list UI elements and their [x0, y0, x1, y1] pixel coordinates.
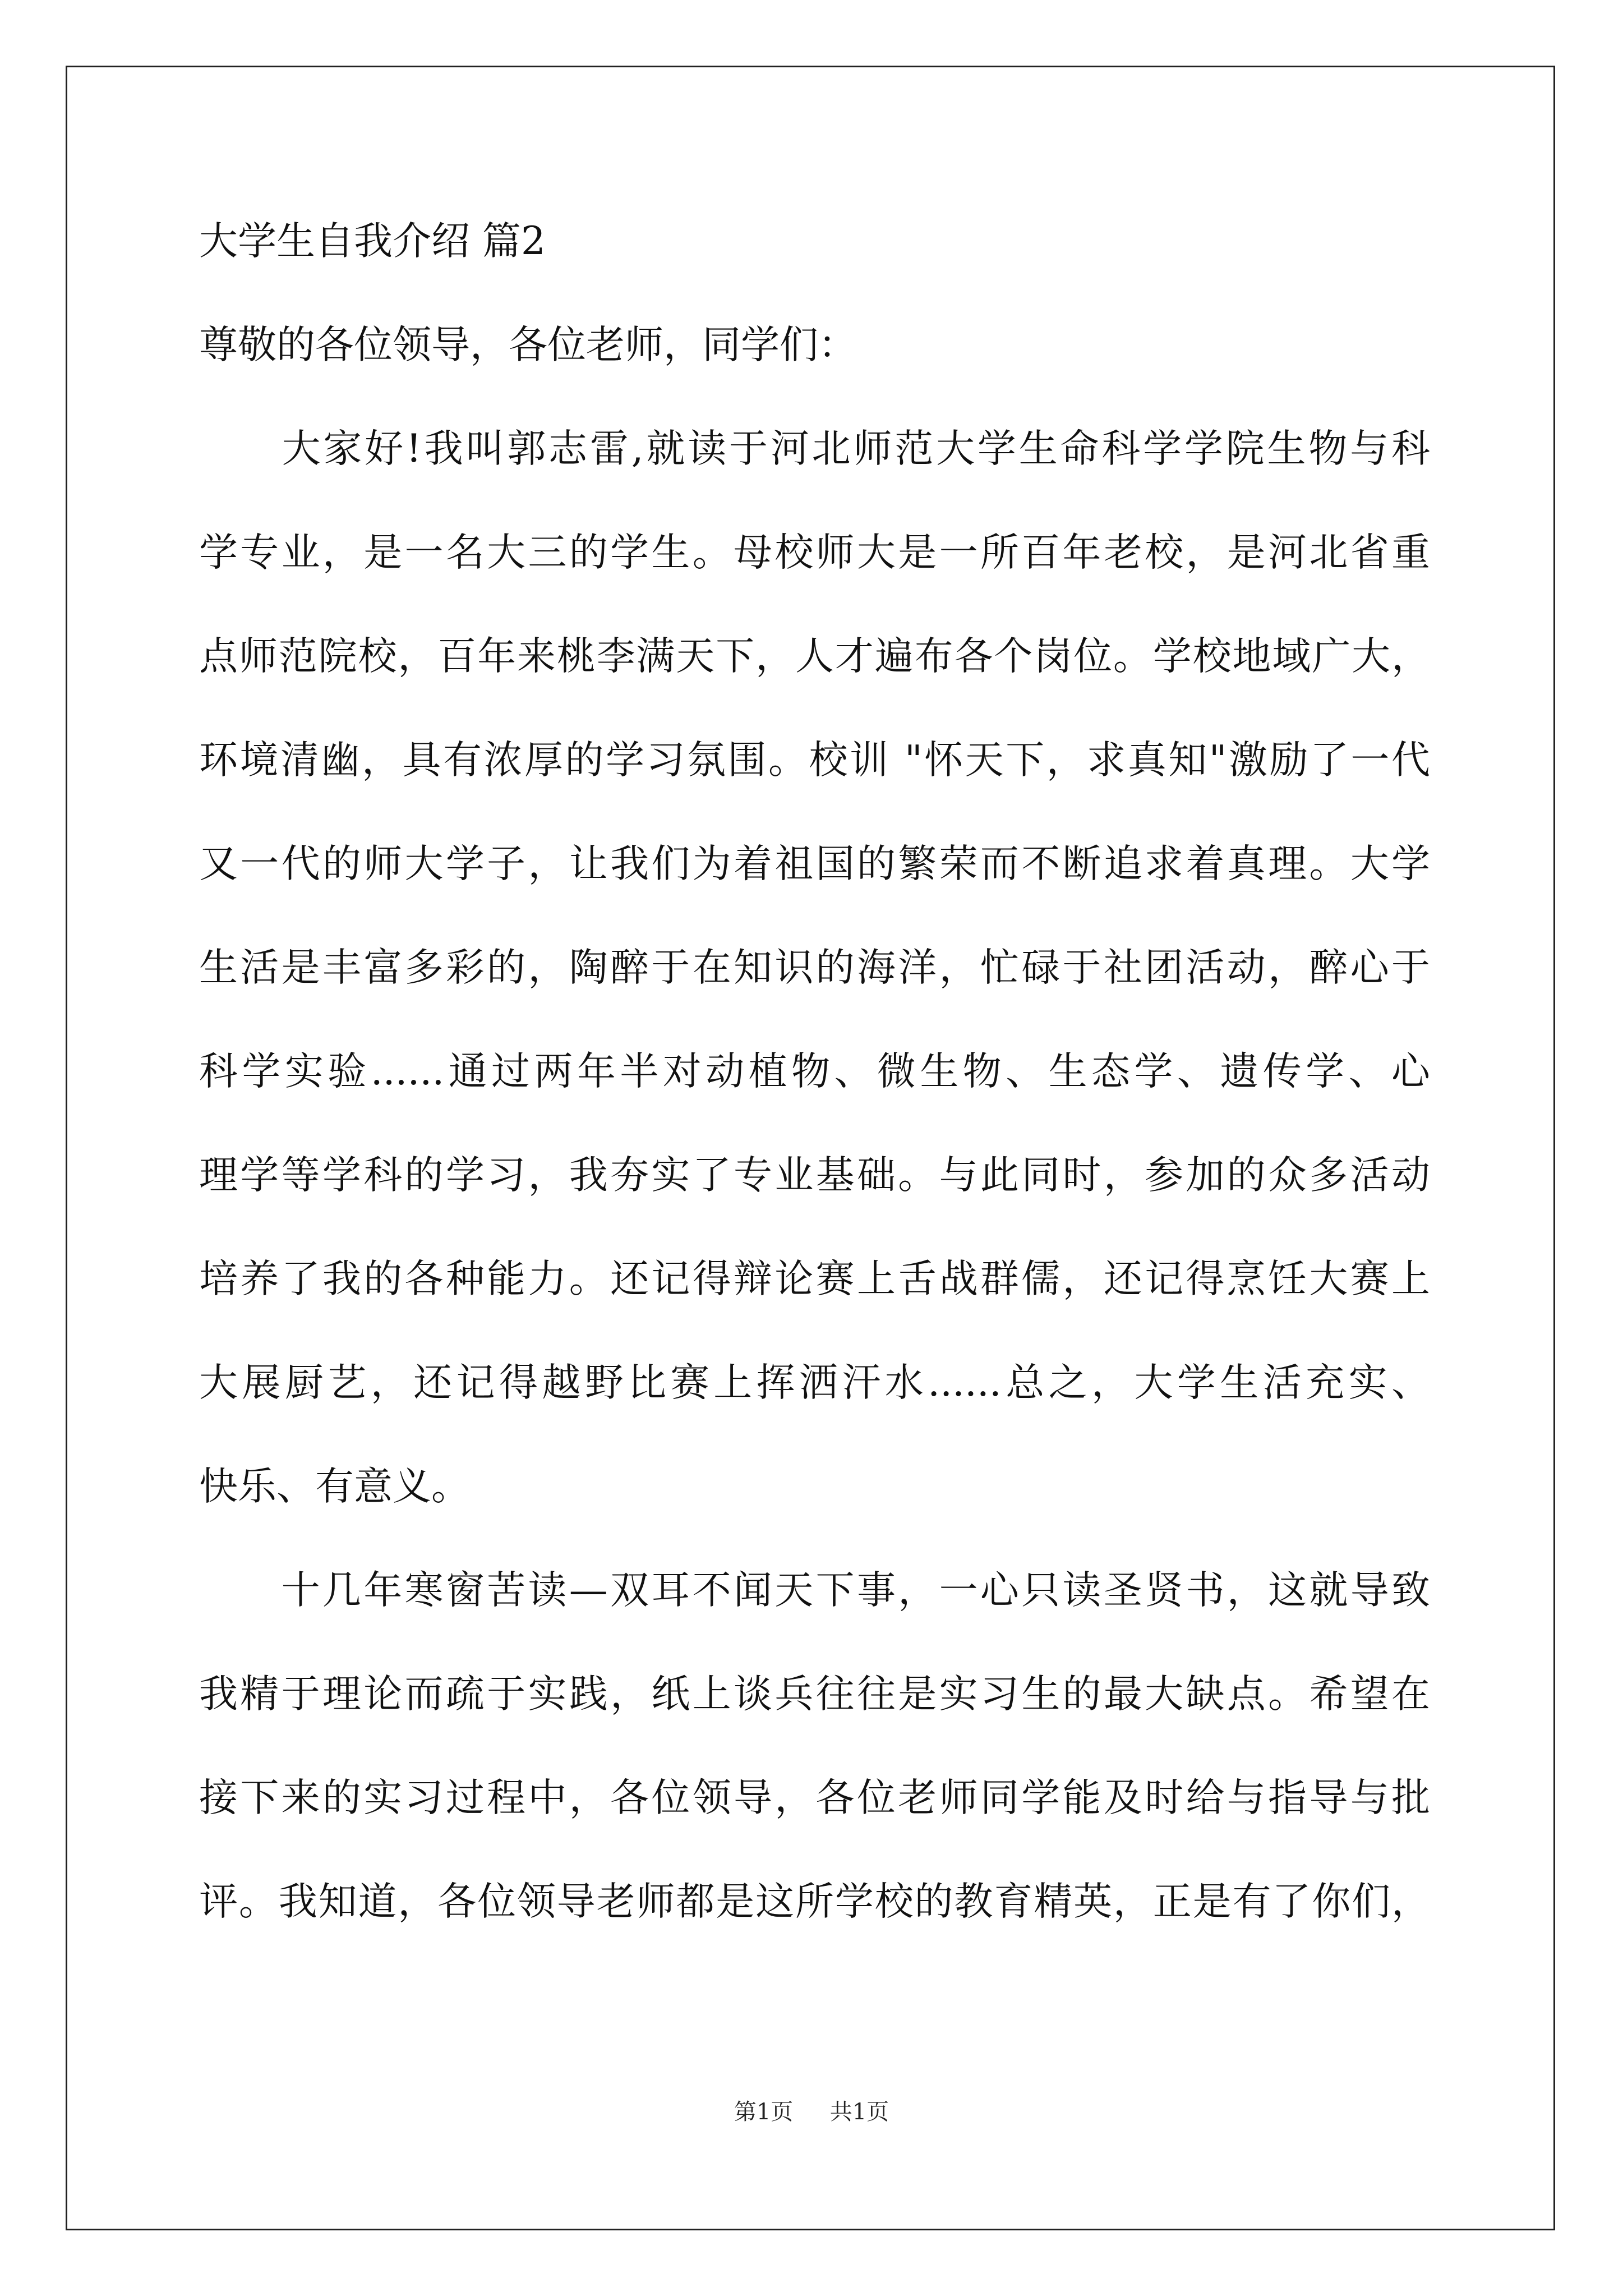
text-line: 快乐、有意义。 — [199, 1464, 470, 1509]
text-line: 又一代的师大学子，让我们为着祖国的繁荣而不断追求着真理。大学 — [199, 841, 1430, 886]
salutation: 尊敬的各位领导，各位老师，同学们： — [199, 323, 857, 367]
text-line: 评。我知道，各位领导老师都是这所学校的教育精英，正是有了你们， — [199, 1879, 1430, 1924]
paragraph-2 — [199, 1565, 1430, 1927]
text-line: 科学实验......通过两年半对动植物、微生物、生态学、遗传学、心 — [199, 1049, 1430, 1094]
text-line: 我精于理论而疏于实践，纸上谈兵往往是实习生的最大缺点。希望在 — [199, 1672, 1430, 1717]
text-line: 理学等学科的学习，我夯实了专业基础。与此同时，参加的众多活动 — [199, 1153, 1430, 1198]
document-body — [199, 216, 1430, 1927]
text-line: 十几年寒窗苦读—双耳不闻天下事，一心只读圣贤书，这就导致 — [199, 1568, 1430, 1613]
text-line: 大展厨艺，还记得越野比赛上挥洒汗水......总之，大学生活充实、 — [199, 1360, 1430, 1405]
text-line: 点师范院校，百年来桃李满天下，人才遍布各个岗位。学校地域广大， — [199, 634, 1430, 679]
paragraph-1 — [199, 424, 1430, 1512]
text-line: 学专业，是一名大三的学生。母校师大是一所百年老校，是河北省重 — [199, 530, 1430, 575]
text-line: 环境清幽，具有浓厚的学习氛围。校训 "怀天下，求真知"激励了一代 — [199, 738, 1430, 783]
text-line: 大家好!我叫郭志雷,就读于河北师范大学生命科学学院生物与科 — [199, 426, 1430, 471]
text-line: 接下来的实习过程中，各位领导，各位老师同学能及时给与指导与批 — [199, 1775, 1430, 1820]
text-line: 生活是丰富多彩的，陶醉于在知识的海洋，忙碌于社团活动，醉心于 — [199, 945, 1430, 990]
page-number: 第1页 — [734, 2099, 794, 2125]
total-pages: 共1页 — [829, 2099, 889, 2125]
document-heading: 大学生自我介绍 篇2 — [199, 219, 546, 264]
text-line: 培养了我的各种能力。还记得辩论赛上舌战群儒，还记得烹饪大赛上 — [199, 1257, 1430, 1301]
page-footer — [0, 2098, 1623, 2126]
